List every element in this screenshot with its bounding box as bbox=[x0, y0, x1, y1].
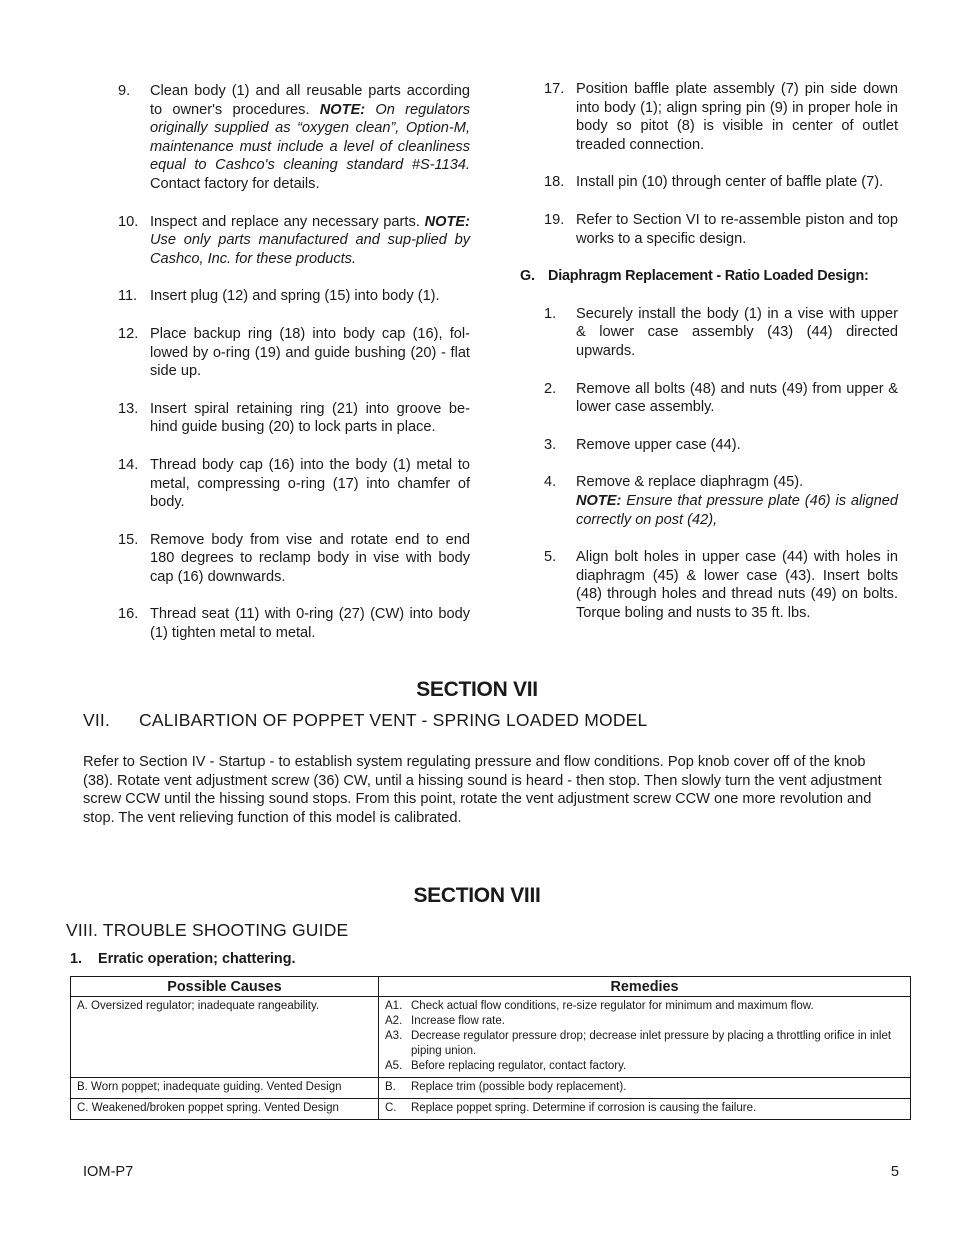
column-header-remedies: Remedies bbox=[379, 977, 911, 997]
remedies-cell bbox=[379, 1099, 911, 1120]
remedy-code: C. bbox=[385, 1102, 397, 1114]
section-vii-title: SECTION VII bbox=[416, 678, 538, 701]
remedy-code: A2. bbox=[385, 1015, 403, 1027]
section-viii-heading: VIII. TROUBLE SHOOTING GUIDE bbox=[66, 920, 349, 940]
step-number: 1. bbox=[544, 305, 557, 322]
remedy-item bbox=[385, 1059, 904, 1074]
step-16 bbox=[118, 605, 470, 642]
problem-number: 1. bbox=[70, 951, 83, 967]
step-number: 3. bbox=[544, 436, 557, 453]
step-number: 14. bbox=[118, 456, 139, 473]
step-text: Insert spiral retaining ring (21) into groove be-hind guide busing (20) to lock parts in place. bbox=[150, 400, 470, 436]
step-text: Inspect and replace any necessary parts. bbox=[150, 213, 425, 230]
remedy-item bbox=[385, 1080, 904, 1095]
step-text: Refer to Section VI to re-assemble piston and top works to a specific design. bbox=[576, 211, 898, 247]
step-text: Align bolt holes in upper case (44) with holes in diaphragm (45) & lower case (43). Insert bolts (48) through holes and thread nuts (49) on bolts. Torque boling and nusts to 35 ft. lbs. bbox=[576, 549, 898, 621]
problem-heading bbox=[70, 951, 296, 967]
step-number: 17. bbox=[544, 81, 565, 97]
step-19 bbox=[544, 211, 898, 248]
note-label: NOTE: bbox=[319, 101, 366, 118]
remedy-code: B. bbox=[385, 1081, 396, 1093]
remedy-text: Replace trim (possible body replacement). bbox=[411, 1081, 627, 1093]
remedies-cell bbox=[379, 997, 911, 1078]
remedy-code: A5. bbox=[385, 1060, 403, 1072]
step-number: 11. bbox=[118, 288, 138, 305]
cause-cell: A. Oversized regulator; inadequate rangeability. bbox=[71, 997, 379, 1078]
cause-cell: C. Weakened/broken poppet spring. Vented Design bbox=[71, 1099, 379, 1120]
remedy-item bbox=[385, 999, 904, 1014]
remedy-item bbox=[385, 1014, 904, 1029]
section-vii-heading bbox=[83, 710, 647, 731]
step-text: Remove upper case (44). bbox=[576, 436, 741, 453]
subsection-letter: G. bbox=[520, 268, 535, 285]
step-number: 16. bbox=[118, 606, 139, 623]
step-text: Thread seat (11) with 0-ring (27) (CW) into body (1) tighten metal to metal. bbox=[150, 606, 470, 642]
step-12 bbox=[118, 325, 470, 381]
g-step-3 bbox=[544, 436, 898, 455]
remedy-code: A1. bbox=[385, 1000, 403, 1012]
section-vii-heading-text: CALIBARTION OF POPPET VENT - SPRING LOADED MODEL bbox=[139, 710, 648, 730]
problem-text: Erratic operation; chattering. bbox=[98, 951, 296, 967]
step-number: 12. bbox=[118, 325, 139, 342]
troubleshooting-table bbox=[70, 976, 911, 1120]
remedy-text: Check actual flow conditions, re-size regulator for minimum and maximum flow. bbox=[411, 1000, 814, 1012]
step-10 bbox=[118, 213, 470, 269]
remedy-text: Replace poppet spring. Determine if corrosion is causing the failure. bbox=[411, 1102, 757, 1114]
remedy-code: A3. bbox=[385, 1030, 403, 1042]
note-label: NOTE: bbox=[576, 492, 622, 509]
page-number: 5 bbox=[890, 1164, 899, 1180]
step-text: Clean body (1) and all reusable parts according to owner's procedures. bbox=[150, 83, 470, 118]
step-18 bbox=[544, 173, 898, 192]
remedy-text: Increase flow rate. bbox=[411, 1015, 505, 1027]
g-step-5 bbox=[544, 548, 898, 622]
step-number: 13. bbox=[118, 400, 139, 417]
footer-doc-id: IOM-P7 bbox=[83, 1164, 134, 1180]
step-text: Position baffle plate assembly (7) pin side down into body (1); align spring pin (9) in proper hole in body so pitot (8) is visible in center of outlet treaded connection. bbox=[576, 81, 898, 153]
section-viii-title: SECTION VIII bbox=[413, 884, 541, 907]
step-11 bbox=[118, 287, 470, 306]
step-13 bbox=[118, 400, 470, 437]
table-row bbox=[71, 1099, 911, 1120]
step-text: Securely install the body (1) in a vise with upper & lower case assembly (43) (44) directed upwards. bbox=[576, 305, 898, 359]
remedy-item bbox=[385, 1029, 904, 1059]
section-vii-roman: VII. bbox=[83, 710, 111, 730]
step-text-after: Contact factory for details. bbox=[150, 175, 320, 192]
step-text: Insert plug (12) and spring (15) into body (1). bbox=[150, 288, 440, 305]
step-number: 10. bbox=[118, 213, 139, 230]
remedy-text: Before replacing regulator, contact factory. bbox=[411, 1060, 627, 1072]
cause-cell: B. Worn poppet; inadequate guiding. Vented Design bbox=[71, 1078, 379, 1099]
right-column bbox=[520, 80, 898, 641]
note-text: Use only parts manufactured and sup-plied by Cashco, Inc. for these products. bbox=[150, 232, 470, 267]
remedy-text: Decrease regulator pressure drop; decrease inlet pressure by placing a throttling orifice in inlet piping union. bbox=[411, 1030, 892, 1057]
step-text: Thread body cap (16) into the body (1) metal to metal, compressing o-ring (17) into chamfer of body. bbox=[150, 456, 470, 511]
table-header-row bbox=[71, 977, 911, 997]
step-number: 2. bbox=[544, 380, 557, 397]
table-row bbox=[71, 1078, 911, 1099]
step-text: Remove all bolts (48) and nuts (49) from upper & lower case assembly. bbox=[576, 380, 898, 416]
subsection-g-heading bbox=[520, 267, 898, 286]
note-text: On regulators originally supplied as “oxygen clean”, Option-M, maintenance must include a level of cleanliness equal to Cashco's cleaning standard #S-1134. bbox=[150, 101, 470, 174]
remedies-cell bbox=[379, 1078, 911, 1099]
g-step-4 bbox=[544, 473, 898, 529]
left-column bbox=[118, 82, 470, 662]
step-note bbox=[576, 493, 898, 528]
note-label: NOTE: bbox=[424, 213, 470, 230]
column-header-causes: Possible Causes bbox=[71, 977, 379, 997]
step-15 bbox=[118, 531, 470, 587]
step-number: 4. bbox=[544, 474, 557, 491]
step-text: Remove body from vise and rotate end to end 180 degrees to reclamp body in vise with body cap (16) downwards. bbox=[150, 531, 470, 585]
g-step-1 bbox=[544, 305, 898, 361]
step-text: Install pin (10) through center of baffle plate (7). bbox=[576, 174, 884, 191]
note-text: Ensure that pressure plate (46) is aligned correctly on post (42), bbox=[576, 492, 898, 528]
step-number: 18. bbox=[544, 174, 565, 191]
section-vii-paragraph: Refer to Section IV - Startup - to establish system regulating pressure and flow conditions. Pop knob cover off of the knob (38). Rotate vent adjustment screw (36) CW, until a hissing sound is heard - then stop. Then slowly turn the vent adjustment screw CCW until the hissing sound stops. From this point, rotate the vent adjustment screw CCW one more revolution and stop. The vent relieving function of this model is calibrated. bbox=[83, 754, 882, 826]
table-row bbox=[71, 997, 911, 1078]
step-number: 15. bbox=[118, 531, 139, 548]
step-number: 19. bbox=[544, 211, 565, 228]
step-text: Remove & replace diaphragm (45). bbox=[576, 474, 804, 491]
step-number: 9. bbox=[118, 83, 131, 99]
step-text: Place backup ring (18) into body cap (16), fol-lowed by o-ring (19) and guide bushing (20) - flat side up. bbox=[150, 325, 470, 380]
remedy-item bbox=[385, 1101, 904, 1116]
step-9 bbox=[118, 82, 470, 194]
step-14 bbox=[118, 456, 470, 512]
step-17 bbox=[544, 80, 898, 154]
g-step-2 bbox=[544, 380, 898, 417]
step-number: 5. bbox=[544, 549, 557, 566]
subsection-title: Diaphragm Replacement - Ratio Loaded Design: bbox=[548, 268, 869, 285]
